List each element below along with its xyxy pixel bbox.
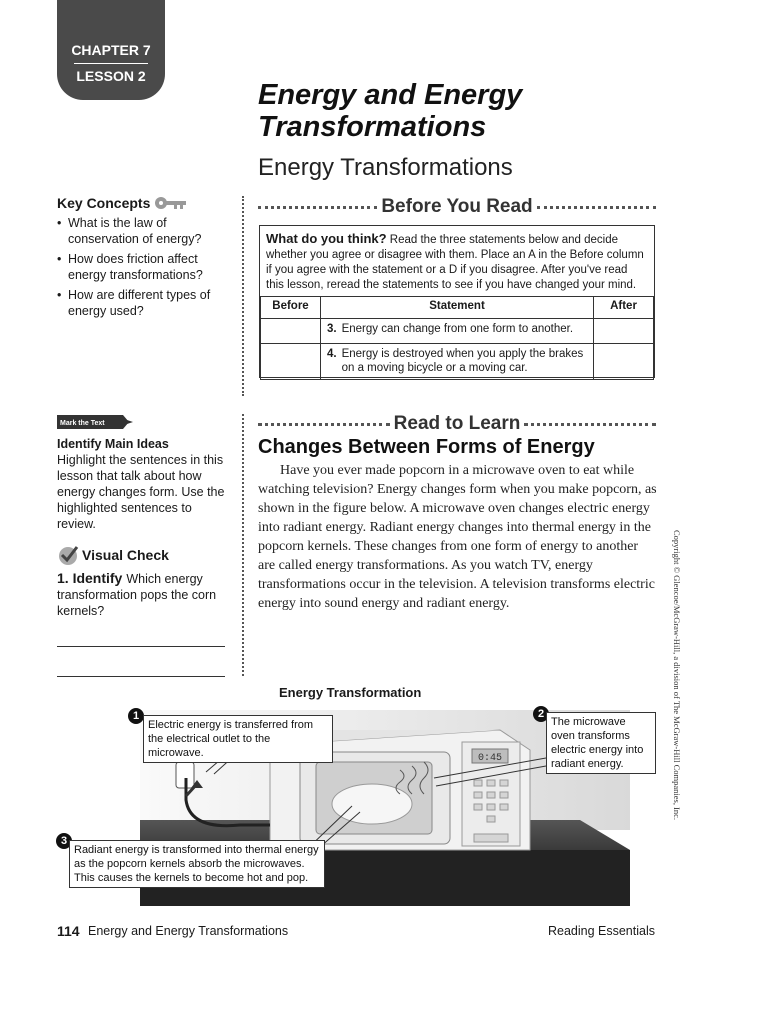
identify-main-ideas [57, 436, 232, 532]
statement-cell: 4. Energy is destroyed when you apply the brakes on a moving bicycle or a moving car. [321, 344, 594, 380]
callout-radiant: The microwave oven transforms electric energy into radiant energy. [546, 712, 656, 774]
key-concept-item: • What is the law of conservation of energy? [57, 215, 237, 247]
footer-title: Energy and Energy Transformations [88, 924, 289, 938]
footer-book-title: Reading Essentials [547, 924, 655, 938]
after-cell[interactable] [594, 319, 654, 344]
title-line-2: Transformations [258, 111, 487, 143]
read-to-learn-heading: Read to Learn [393, 413, 521, 434]
dotted-rule [258, 206, 377, 209]
prompt-bold: What do you think? [266, 231, 387, 246]
after-cell[interactable] [594, 344, 654, 380]
mark-the-text-tag [57, 415, 133, 429]
callout-thermal: Radiant energy is transformed into thermal energy as the popcorn kernels absorb the microwaves. This causes the kernels to become hot and pop. [69, 840, 325, 888]
key-concept-item: • How does friction affect energy transformations? [57, 251, 237, 283]
copyright-notice: Copyright © Glencoe/McGraw-Hill, a division of The McGraw-Hill Companies, Inc. [672, 530, 682, 821]
read-to-learn-header [258, 412, 656, 436]
page-number: 114 [57, 923, 80, 939]
callout-number: 3 [56, 833, 72, 849]
visual-check-header [57, 544, 169, 566]
table-row [261, 319, 654, 344]
answer-line[interactable] [57, 676, 225, 677]
anticipation-guide [259, 225, 655, 378]
title-line-1: Energy and Energy [258, 79, 523, 111]
checkmark-icon [57, 544, 79, 566]
identify-question [57, 570, 232, 619]
table-row [261, 344, 654, 380]
main-ideas-text: Highlight the sentences in this lesson that talk about how energy changes form. Use the highlighted sentences to review. [57, 453, 225, 531]
key-concept-item: • How are different types of energy used? [57, 287, 237, 319]
anticipation-prompt [260, 226, 654, 296]
chapter-tab [57, 0, 165, 100]
prompt-text: Read the three statements below and decide whether you agree or disagree with them. Place an A in the Before column if you agree with the statement or a D if you disagree. After you've read this lesson, reread the statements to see if you have changed your mind. [266, 234, 644, 291]
col-before: Before [261, 297, 321, 319]
section-title: Changes Between Forms of Energy [258, 436, 595, 458]
main-ideas-heading: Identify Main Ideas [57, 437, 169, 451]
callout-number: 2 [533, 706, 549, 722]
key-icon [154, 195, 188, 211]
dotted-rule [537, 206, 656, 209]
key-concepts-heading: Key Concepts [57, 195, 237, 211]
dotted-rule [258, 423, 390, 426]
popcorn-bag [332, 784, 412, 824]
statement-cell: 3. Energy can change from one form to another. [321, 319, 594, 344]
lesson-subtitle: Energy Transformations [258, 154, 513, 181]
before-you-read-header [258, 195, 656, 219]
display-time: 0:45 [477, 753, 503, 764]
answer-line[interactable] [57, 646, 225, 647]
column-divider [242, 414, 244, 676]
figure-title: Energy Transformation [279, 685, 422, 700]
identify-text: Which energy transformation pops the corn kernels? [57, 572, 217, 618]
before-you-read-heading: Before You Read [381, 196, 533, 217]
key-concepts [57, 195, 237, 323]
col-after: After [594, 297, 654, 319]
lesson-label: LESSON 2 [76, 68, 146, 84]
before-cell[interactable] [261, 319, 321, 344]
dotted-rule [524, 423, 656, 426]
identify-label: 1. Identify [57, 570, 123, 586]
column-divider [242, 196, 244, 396]
lesson-title [258, 79, 658, 143]
mark-the-text-label: Mark the Text [60, 420, 105, 427]
body-paragraph: Have you ever made popcorn in a microwave oven to eat while watching television? Energy changes form when you make popcorn, as shown in the figure below. A microwave oven changes electric energy into radiant energy. Radiant energy changes into thermal energy in the popcorn kernels. These changes from one form of energy to another are called energy transformations. As you watch TV, energy transformations occur in the television. A television transforms electric energy into sound energy and radiant energy. [258, 463, 657, 611]
callout-number: 1 [128, 708, 144, 724]
callout-electric: Electric energy is transferred from the electrical outlet to the microwave. [143, 715, 333, 763]
chapter-label: CHAPTER 7 [71, 42, 151, 58]
statement-table [260, 296, 654, 380]
tab-divider [74, 63, 148, 64]
before-cell[interactable] [261, 344, 321, 380]
visual-check-label: Visual Check [82, 547, 169, 563]
col-statement: Statement [321, 297, 594, 319]
